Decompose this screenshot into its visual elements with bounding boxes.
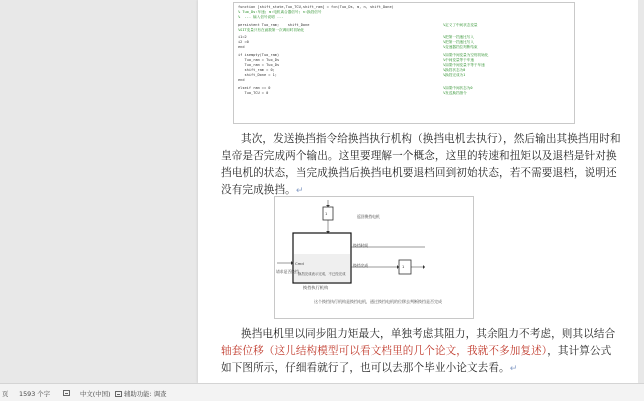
paragraph-1-text: 其次，发送换挡指令给换挡执行机构（换挡电机去执行），然后输出其换挡用时和皇帝是否完成两个输出。这里要理解一个概念，这里的转速和扭矩以及退档是针对换挡电机的状态，当完成换挡后换挡电机要退档回到初始状态，若不需要退档，说明还没有完成换挡。 [221,133,621,196]
accessibility-icon [115,391,122,397]
code-line [238,91,570,96]
status-bar [0,383,644,401]
output-block [399,260,411,274]
code-text: persistent Tuo_ram; shift_Done [238,22,310,27]
left-input-label: 请求是否换挡 [276,269,299,274]
code-comment: %把第一挡速比写入 [443,34,474,39]
code-comment: %变速器挡位判断结束 [443,45,478,50]
paragraph-1[interactable] [221,131,621,200]
code-comment: %如果中间变量不等于车速 [443,62,485,67]
code-text: elseif ram == 0 [238,85,271,90]
paragraph-mark: ↵ [295,186,304,196]
inner-note: 换挡完成表示完成，不已经完成 [298,272,346,276]
page-indicator[interactable]: 页 [2,390,9,398]
code-comment: %把第一挡速比写入 [443,40,474,45]
spell-check-icon[interactable] [63,389,72,397]
code-comment: %中间变量等于车速 [443,57,474,62]
right-label-done: 换挡完成 [353,263,369,268]
word-count[interactable]: 1593 个字 [19,390,51,398]
paragraph-mark: ↵ [509,364,518,374]
code-screenshot [233,2,575,124]
code-text: %SIT变量只有在函数第一次调用时初始化 [238,27,305,32]
code-text: Tuo_TCU = 0 [238,90,269,95]
document-page[interactable] [198,0,638,383]
output-block-label: 1 [402,264,405,269]
code-text: shift_Done = 1; [238,73,277,78]
top-annotation: 返回換挡电机 [357,214,380,219]
code-text: shift_ram = 0; [238,68,275,73]
code-line [238,28,570,33]
code-comment: %换挡完成为1 [443,73,466,78]
code-line [238,45,570,50]
paragraph-2-text-before: 换挡电机里以同步阻力矩最大，单独考虑其阻力，其余阻力不考虑，则其以结合 [241,328,616,340]
language-indicator[interactable]: 中文(中国) [80,390,111,398]
code-text: i2 =0 [238,40,249,45]
paragraph-2-text-after: ，其计算公式如下图所示，仔细看就行了，也可以去那个毕业小论文去看。 [221,345,612,374]
accessibility-label: 辅助功能: 调查 [124,390,167,398]
code-comment: %定义了中间状态变量 [443,22,478,27]
paragraph-2[interactable] [221,326,621,378]
code-line [238,78,570,83]
code-comment: %换挡状态为0 [443,68,466,73]
code-text: end [238,45,245,50]
code-comment: %如果中间状态为0 [443,85,473,90]
cmd-port-label: Cmd [295,261,304,266]
diagram-caption: 这个换挡执行机构是换挡电机，通过换挡电机的位移去判断换挡是否完成 [314,299,442,304]
code-text: % --- 输入信号说明 --- [238,15,284,20]
code-text: Tuo_ram = Tuo_Ds [238,62,280,67]
paragraph-2-red-text: 轴套位移（这儿结构模型可以看文档里的几个论文，我就不多加复述） [221,345,548,357]
right-label-time: 换挡时间 [353,243,369,248]
code-text: % Tuo_Ds:车速; m:电机离合器信号; n:换挡信号 [238,10,322,15]
subsystem-title: 换挡执行机构 [303,285,329,290]
code-text: function [shift_state,Tuo_TCU,shift_ram] = fcn(Tuo_Ds, m, n, shift_Done) [238,5,394,9]
top-block-label: 1 [325,211,328,216]
code-line [238,15,570,20]
code-comment: %如果中间变量为空则初始化 [443,52,489,57]
accessibility-status[interactable] [115,389,167,398]
code-text: if isempty(Tuo_ram) [238,52,280,57]
code-text: end [238,78,245,83]
code-comment: %发送换挡指令 [443,90,467,95]
code-text: i1=2 [238,34,247,39]
code-text: Tuo_ram = Tuo_Ds [238,57,280,62]
